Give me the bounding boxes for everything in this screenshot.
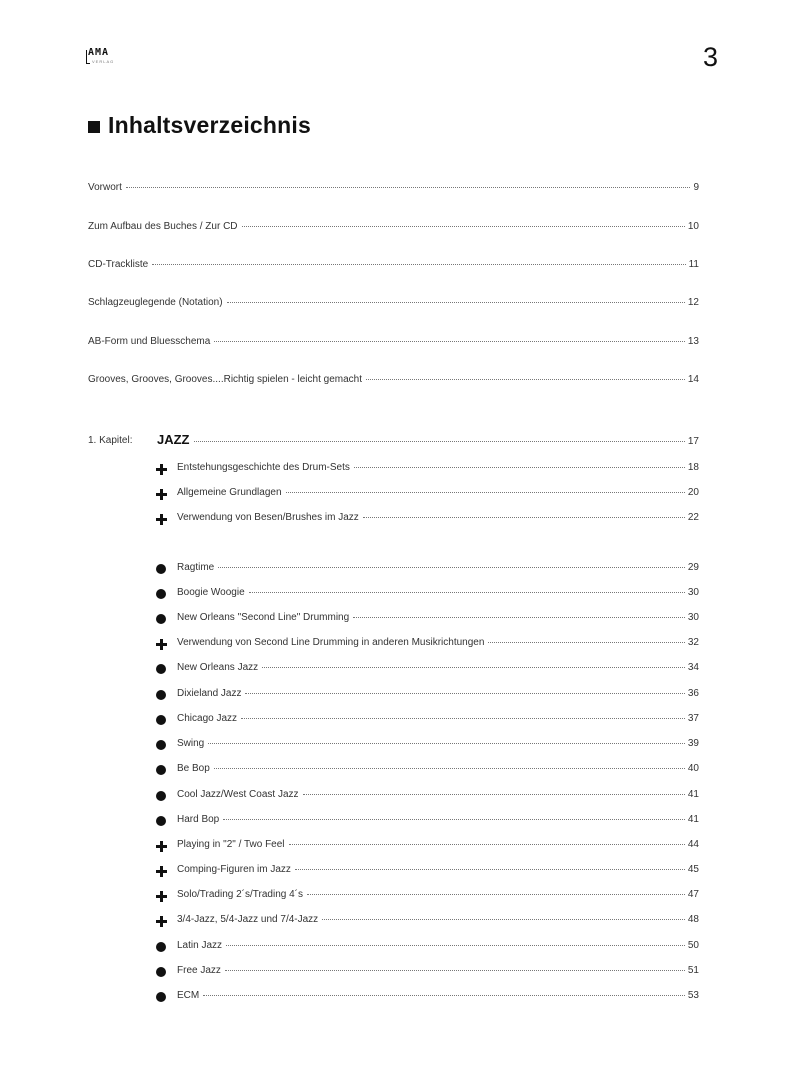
- toc-entry: [177, 738, 699, 752]
- toc-entry-page: 40: [687, 763, 699, 774]
- toc-entry: [177, 713, 699, 727]
- toc-entry-page: 36: [687, 688, 699, 699]
- plus-shape: [156, 514, 167, 525]
- plus-icon: [155, 840, 167, 852]
- toc-entry-grooves: [88, 374, 699, 388]
- dot-shape: [156, 664, 166, 674]
- toc-entry-label: New Orleans Jazz: [177, 662, 259, 673]
- toc-entry-page: 30: [687, 612, 699, 623]
- dot-leader: [152, 264, 685, 265]
- dot-shape: [156, 791, 166, 801]
- toc-entry: [177, 864, 699, 878]
- toc-entry-page: 44: [687, 839, 699, 850]
- toc-entry-label: Hard Bop: [177, 814, 220, 825]
- toc-entry-page: 11: [688, 259, 699, 270]
- dot-leader: [245, 693, 684, 694]
- dot-leader: [354, 467, 685, 468]
- dot-leader: [366, 379, 685, 380]
- toc-entry: [177, 612, 699, 626]
- toc-entry: [177, 789, 699, 803]
- toc-entry-label: 3/4-Jazz, 5/4-Jazz und 7/4-Jazz: [177, 914, 319, 925]
- toc-entry: [177, 990, 699, 1004]
- toc-entry: [177, 763, 699, 777]
- plus-shape: [156, 866, 167, 877]
- bullet-dot-icon: [155, 764, 167, 776]
- toc-entry-label: Ragtime: [177, 562, 215, 573]
- toc-entry-label: Latin Jazz: [177, 940, 223, 951]
- toc-entry: [177, 839, 699, 853]
- toc-chapter-jazz: [157, 432, 699, 449]
- toc-entry-label: Verwendung von Second Line Drumming in anderen Musikrichtungen: [177, 637, 485, 648]
- dot-shape: [156, 967, 166, 977]
- toc-entry-label: Vorwort: [88, 182, 122, 193]
- plus-icon: [155, 915, 167, 927]
- bullet-dot-icon: [155, 815, 167, 827]
- bullet-dot-icon: [155, 689, 167, 701]
- toc-entry-label: CD-Trackliste: [88, 259, 149, 270]
- dot-shape: [156, 614, 166, 624]
- page-number: 3: [702, 42, 718, 72]
- toc-entry-page: 37: [687, 713, 699, 724]
- plus-icon: [155, 488, 167, 500]
- bullet-dot-icon: [155, 739, 167, 751]
- plus-shape: [156, 916, 167, 927]
- toc-entry-legende: [88, 297, 699, 311]
- toc-entry-label: AB-Form und Bluesschema: [88, 336, 211, 347]
- dot-leader: [214, 768, 685, 769]
- toc-entry-label: Dixieland Jazz: [177, 688, 242, 699]
- logo-text: AMA: [88, 47, 110, 58]
- chapter-title: JAZZ: [157, 432, 190, 447]
- page-title-text: Inhaltsverzeichnis: [108, 112, 312, 138]
- toc-entry-page: 18: [687, 462, 699, 473]
- toc-entry: [177, 940, 699, 954]
- publisher-logo: [86, 47, 119, 67]
- dot-leader: [208, 743, 685, 744]
- toc-entry-label: Free Jazz: [177, 965, 221, 976]
- toc-entry-page: 47: [687, 889, 699, 900]
- dot-leader: [289, 844, 685, 845]
- toc-entry-page: 20: [687, 487, 699, 498]
- toc-entry-page: 9: [693, 182, 699, 193]
- bullet-dot-icon: [155, 941, 167, 953]
- toc-entry-page: 29: [687, 562, 699, 573]
- page-title: [88, 112, 311, 139]
- dot-leader: [218, 567, 685, 568]
- bullet-dot-icon: [155, 991, 167, 1003]
- toc-entry-vorwort: [88, 182, 699, 196]
- toc-entry-label: Boogie Woogie: [177, 587, 245, 598]
- toc-entry-ab-form: [88, 336, 699, 350]
- plus-shape: [156, 489, 167, 500]
- bullet-dot-icon: [155, 714, 167, 726]
- toc-entry-label: New Orleans "Second Line" Drumming: [177, 612, 350, 623]
- plus-icon: [155, 865, 167, 877]
- plus-shape: [156, 891, 167, 902]
- toc-entry-label: Verwendung von Besen/Brushes im Jazz: [177, 512, 359, 523]
- dot-shape: [156, 992, 166, 1002]
- bullet-dot-icon: [155, 563, 167, 575]
- toc-entry-page: 17: [687, 436, 699, 447]
- dot-leader: [262, 667, 685, 668]
- bullet-dot-icon: [155, 663, 167, 675]
- toc-entry-page: 14: [687, 374, 699, 385]
- dot-shape: [156, 765, 166, 775]
- toc-entry: [177, 965, 699, 979]
- toc-entry: [177, 462, 699, 476]
- toc-entry-label: Comping-Figuren im Jazz: [177, 864, 291, 875]
- toc-entry-page: 50: [687, 940, 699, 951]
- dot-leader: [322, 919, 685, 920]
- toc-entry-page: 48: [687, 914, 699, 925]
- toc-entry-page: 34: [687, 662, 699, 673]
- toc-entry: [177, 487, 699, 501]
- dot-leader: [363, 517, 685, 518]
- dot-leader: [286, 492, 685, 493]
- toc-entry-page: 32: [687, 637, 699, 648]
- dot-leader: [203, 995, 685, 996]
- dot-shape: [156, 564, 166, 574]
- dot-leader: [225, 970, 685, 971]
- bullet-dot-icon: [155, 966, 167, 978]
- toc-entry-label: Allgemeine Grundlagen: [177, 487, 282, 498]
- toc-entry-label: Schlagzeuglegende (Notation): [88, 297, 223, 308]
- toc-entry-label: ECM: [177, 990, 200, 1001]
- plus-icon: [155, 513, 167, 525]
- chapter-prefix: 1. Kapitel:: [88, 435, 133, 446]
- plus-shape: [156, 841, 167, 852]
- toc-entry-page: 13: [687, 336, 699, 347]
- dot-leader: [353, 617, 685, 618]
- toc-entry: [177, 512, 699, 526]
- toc-entry: [177, 637, 699, 651]
- toc-entry-label: Entstehungsgeschichte des Drum-Sets: [177, 462, 350, 473]
- dot-leader: [295, 869, 685, 870]
- bullet-dot-icon: [155, 790, 167, 802]
- toc-entry-page: 10: [687, 221, 699, 232]
- dot-shape: [156, 942, 166, 952]
- dot-leader: [488, 642, 684, 643]
- toc-entry-label: Solo/Trading 2´s/Trading 4´s: [177, 889, 303, 900]
- dot-leader: [194, 441, 685, 442]
- toc-entry: [177, 814, 699, 828]
- toc-entry-page: 30: [687, 587, 699, 598]
- toc-entry: [177, 662, 699, 676]
- bullet-dot-icon: [155, 588, 167, 600]
- toc-entry: [177, 587, 699, 601]
- toc-entry-aufbau: [88, 221, 699, 235]
- toc-entry-label: Cool Jazz/West Coast Jazz: [177, 789, 299, 800]
- dot-shape: [156, 715, 166, 725]
- toc-entry-label: Chicago Jazz: [177, 713, 238, 724]
- plus-shape: [156, 464, 167, 475]
- plus-icon: [155, 890, 167, 902]
- heading-square-icon: [88, 121, 100, 133]
- bullet-dot-icon: [155, 613, 167, 625]
- toc-entry-label: Swing: [177, 738, 205, 749]
- dot-leader: [214, 341, 685, 342]
- toc-entry: [177, 562, 699, 576]
- toc-entry-page: 12: [687, 297, 699, 308]
- plus-icon: [155, 463, 167, 475]
- toc-entry-label: Playing in "2" / Two Feel: [177, 839, 285, 850]
- toc-entry-page: 39: [687, 738, 699, 749]
- plus-icon: [155, 638, 167, 650]
- toc-entry-label: Be Bop: [177, 763, 210, 774]
- toc-entry-page: 41: [687, 789, 699, 800]
- plus-shape: [156, 639, 167, 650]
- dot-leader: [242, 226, 685, 227]
- toc-entry: [177, 688, 699, 702]
- dot-leader: [249, 592, 685, 593]
- toc-entry-label: Grooves, Grooves, Grooves....Richtig spielen - leicht gemacht: [88, 374, 363, 385]
- toc-entry-label: Zum Aufbau des Buches / Zur CD: [88, 221, 238, 232]
- dot-leader: [303, 794, 685, 795]
- toc-entry-page: 51: [687, 965, 699, 976]
- toc-entry-page: 22: [687, 512, 699, 523]
- logo-subtext: VERLAG: [92, 59, 115, 64]
- dot-leader: [241, 718, 685, 719]
- dot-shape: [156, 816, 166, 826]
- toc-entry-page: 45: [687, 864, 699, 875]
- toc-entry-page: 41: [687, 814, 699, 825]
- toc-entry-page: 53: [687, 990, 699, 1001]
- toc-entry: [177, 889, 699, 903]
- dot-leader: [307, 894, 685, 895]
- dot-shape: [156, 740, 166, 750]
- dot-leader: [226, 945, 685, 946]
- toc-entry: [177, 914, 699, 928]
- dot-leader: [223, 819, 685, 820]
- dot-shape: [156, 690, 166, 700]
- dot-leader: [227, 302, 685, 303]
- dot-shape: [156, 589, 166, 599]
- toc-entry-trackliste: [88, 259, 699, 273]
- dot-leader: [126, 187, 691, 188]
